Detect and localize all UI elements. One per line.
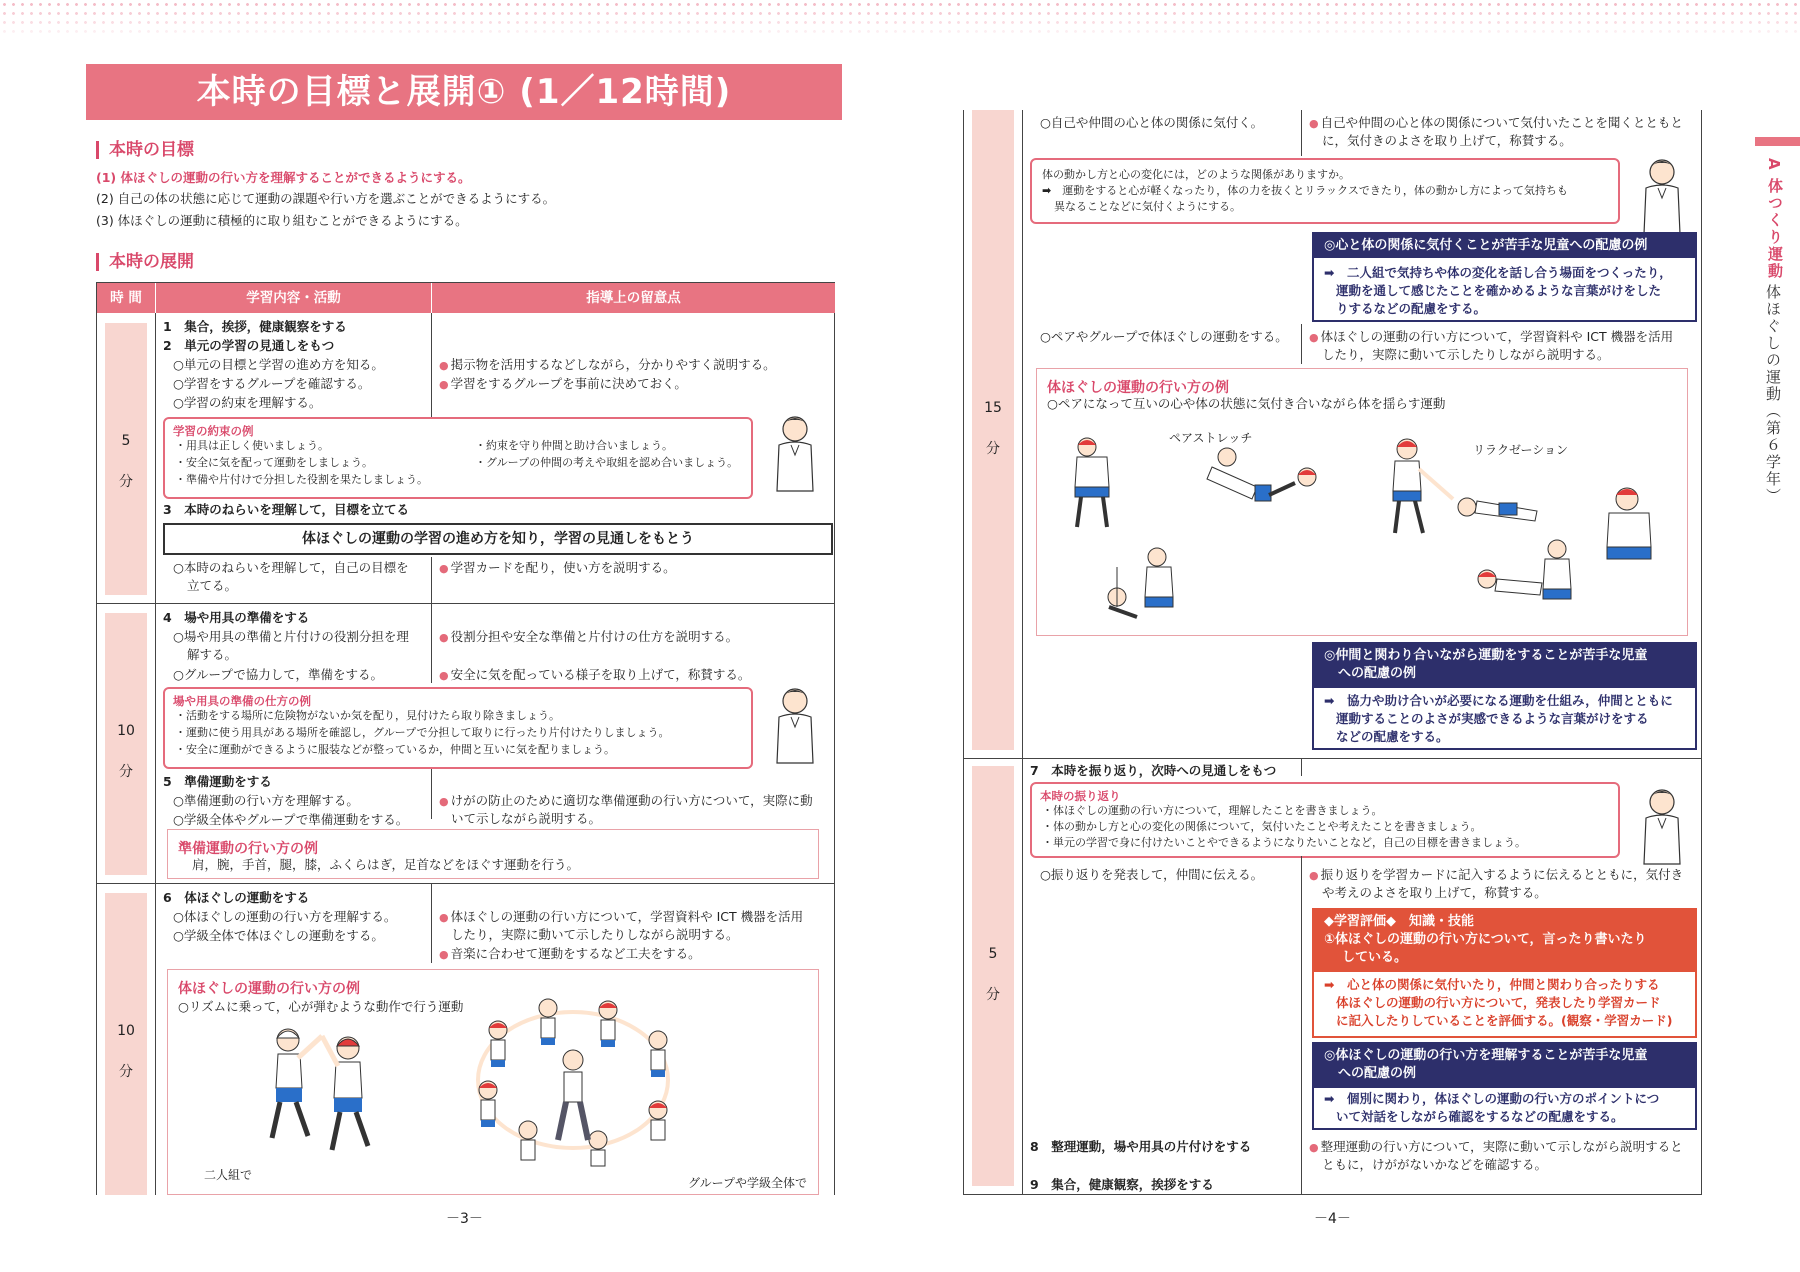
assessment-box: ◆学習評価◆ 知識・技能 ①体ほぐしの運動の行い方について，言ったり書いたり している。 ➡ 心と体の関係に気付いたり，仲間と関わり合ったりする 体ほぐしの運動の行い方について，発表したり学習カード に記入したりしていることを評価する。(観察・学習カード): [1312, 908, 1697, 1038]
pair-exercise-example-box: 体ほぐしの運動の行い方の例 ○ペアになって互いの心や体の状態に気付き合いながら体を揺らす運動 ペアストレッチ リラクゼーション: [1036, 368, 1688, 636]
time-10min-a: 10 分: [105, 613, 147, 875]
page-number-3: －3－: [446, 1211, 483, 1227]
goal-1: (1) 体ほぐしの運動の行い方を理解することができるようにする。: [96, 170, 471, 185]
warmup-example-box: 準備運動の行い方の例 肩，腕，手首，腿，膝，ふくらはぎ，足首などをほぐす運動を行う。: [167, 829, 819, 879]
time-10min-b: 10 分: [105, 893, 147, 1195]
arrow-right-icon: ➡: [1042, 184, 1052, 197]
col-header-activity: 学習内容・活動: [155, 283, 431, 313]
prep-callout: 場や用具の準備の仕方の例 ・活動をする場所に危険物がないか気を配り，見付けたら取り除きましょう。 ・運動に使う用具がある場所を確認し，グループで分担して取りに行ったり片付けたりしましょう。 ・安全に運動ができるように服装などが整っているか，仲間と互いに気を配りましょう。: [163, 687, 753, 769]
pair-stretch-illustration: [1047, 417, 1337, 627]
bullet-icon: ●: [439, 631, 449, 644]
exercise-example-box: 体ほぐしの運動の行い方の例 ○リズムに乗って，心が弾むような動作で行う運動 二人組で グループや学級全体で: [167, 969, 819, 1195]
time-5min: 5 分: [105, 323, 147, 595]
bullet-icon: ●: [439, 669, 449, 682]
bullet-icon: ●: [439, 948, 449, 961]
bullet-icon: ●: [1309, 869, 1319, 882]
bullet-icon: ●: [439, 795, 449, 808]
bullet-icon: ●: [439, 359, 449, 372]
side-tab-marker: [1755, 137, 1800, 146]
goal-3: (3) 体ほぐしの運動に積極的に取り組むことができるようにする。: [96, 213, 468, 228]
step-5: 5 準備運動をする: [163, 774, 272, 789]
side-category: 体つくり運動: [1766, 178, 1784, 280]
teacher-figure-icon: [1634, 154, 1690, 238]
step-9: 9 集合，健康観察，挨拶をする: [1030, 1177, 1214, 1192]
bullet-icon: ●: [439, 911, 449, 924]
group-circle-illustration: [458, 980, 688, 1170]
teacher-figure-icon: [767, 683, 823, 767]
side-unit-title: 体ほぐしの運動（第６学年）: [1764, 284, 1782, 505]
time-5min-b: 5 分: [972, 766, 1014, 1186]
teacher-figure-icon: [767, 411, 823, 495]
page-title: 本時の目標と展開① (1／12時間): [86, 64, 842, 120]
pair-exercise-illustration: [258, 1018, 388, 1168]
lesson-aim-box: 体ほぐしの運動の学習の進め方を知り，学習の見通しをもとう: [163, 523, 833, 555]
bullet-icon: ●: [439, 562, 449, 575]
step-2: 2 単元の学習の見通しをもつ: [163, 338, 335, 353]
relaxation-illustration: [1367, 429, 1677, 629]
bullet-icon: ●: [1309, 117, 1319, 130]
teacher-figure-icon: [1634, 784, 1690, 868]
plan-heading: 本時の展開: [96, 253, 194, 271]
care-box-understanding: ◎体ほぐしの運動の行い方を理解することが苦手な児童 への配慮の例 ➡ 個別に関わり，体ほぐしの運動の行い方のポイントにつ いて対話をしながら確認をするなどの配慮をする。: [1312, 1042, 1697, 1130]
bullet-icon: ●: [1309, 1141, 1319, 1154]
step-1: 1 集合，挨拶，健康観察をする: [163, 319, 347, 334]
goals-heading: 本時の目標: [96, 141, 194, 159]
plan-table-right: 15 分 5 分 ○自己や仲間の心と体の関係に気付く。 ● 自己や仲間の心と体の関係について気付いたことを聞くとともと に，気付きのよさを取り上げて，称賛する。 体の動かし方と心の変化には，どのような関係がありますか。 ➡ 運動をすると心が軽くなったり，体の力を抜くとリラックスできたり，体の動かし方によって気持ちも 異なることなどに気付くようにする。 ◎心と体の関係に気付くことが苦手な児童への配慮の例 ➡ 二人組で気持ちや体の変化を話し合う場面をつくったり， 運動を通して感じたことを確かめるような言葉がけをした りするなどの配慮をする。 ○ペアやグループで体ほぐしの運動をする。 ● 体ほぐしの運動の行い方について，学習資料や ICT 機器を活用 したり，実際に動いて示したりしながら説明する。 体ほぐしの運動の行い方の例 ○ペアになって互いの心や体の状態に気付き合いながら体を揺らす運動 ペアストレッチ リラクゼーション ◎仲間と関わり合いながら運動をすることが苦手な児童 への配慮の例 ➡ 協力や助け合いが必要になる運動を仕組み，仲間とともに 運動することのよさが実感できるような言葉がけをする などの配慮をする。 7 本時を振り返り，次時への見通しをもつ 本時の振り返り ・体ほぐしの運動の行い方について，理解したことを書きましょう。 ・体の動かし方と心の変化の関係について，気付いたことや考えたことを書きましょう。 ・単元の学習で身に付けたいことやできるようになりたいことなど，自己の目標を書きましょう。 ○振り返りを発表して，仲間に伝える。 ● 振り返りを学習カードに記入するように伝えるとともに，気付き や考えのよさを取り上げて，称賛する。 ◆学習評価◆ 知識・技能 ①体ほぐしの運動の行い方について，言ったり書いたり している。 ➡ 心と体の関係に気付いたり，仲間と関わり合ったりする 体ほぐしの運動の行い方について，発表したり学習カード に記入したりしていることを評価する。(観察・学習カード) ◎体ほぐしの運動の行い方を理解することが苦手な児童 への配慮の例 ➡ 個別に関わり，体ほぐしの運動の行い方のポイントにつ いて対話をしながら確認をするなどの配慮をする。 8 整理運動，場や用具の片付けをする ● 整理運動の行い方について，実際に動いて示しながら説明すると ともに，けががないかなどを確認する。 9 集合，健康観察，挨拶をする: [963, 110, 1702, 1195]
reflection-callout: 本時の振り返り ・体ほぐしの運動の行い方について，理解したことを書きましょう。 ・体の動かし方と心の変化の関係について，気付いたことや考えたことを書きましょう。 ・単元の学習で身に付けたいことやできるようになりたいことなど，自己の目標を書きましょう。: [1030, 782, 1620, 858]
step-3: 3 本時のねらいを理解して，目標を立てる: [163, 502, 409, 517]
step-4: 4 場や用具の準備をする: [163, 610, 310, 625]
bullet-icon: ●: [439, 378, 449, 391]
care-box-body-mind: ◎心と体の関係に気付くことが苦手な児童への配慮の例 ➡ 二人組で気持ちや体の変化を話し合う場面をつくったり， 運動を通して感じたことを確かめるような言葉がけをした りするなどの配慮をする。: [1312, 232, 1697, 322]
col-header-notes: 指導上の留意点: [431, 283, 835, 313]
question-callout: 体の動かし方と心の変化には，どのような関係がありますか。 ➡ 運動をすると心が軽くなったり，体の力を抜くとリラックスできたり，体の動かし方によって気持ちも 異なることなどに気付くようにする。: [1030, 158, 1620, 224]
step-6: 6 体ほぐしの運動をする: [163, 890, 310, 905]
col-header-time: 時 間: [97, 283, 155, 313]
step-7: 7 本時を振り返り，次時への見通しをもつ: [1030, 763, 1277, 778]
page-number-4: －4－: [1314, 1211, 1351, 1227]
time-15min: 15 分: [972, 110, 1014, 750]
side-category-letter: A: [1765, 158, 1783, 172]
bullet-icon: ●: [1309, 331, 1319, 344]
promise-callout: 学習の約束の例 ・用具は正しく使いましょう。 ・安全に気を配って運動をしましょう。 ・準備や片付けで分担した役割を果たしましょう。 ・約束を守り仲間と助け合いましょう。 ・グループの仲間の考えや取組を認め合いましょう。: [163, 417, 753, 499]
goal-2: (2) 自己の体の状態に応じて運動の課題や行い方を選ぶことができるようにする。: [96, 191, 556, 206]
plan-table-left: 時 間 学習内容・活動 指導上の留意点 5 分 10 分 10 分 1 集合，挨拶，健康観察をする 2 単元の学習の見通しをもつ ○単元の目標と学習の進め方を知る。 ○学習をするグループを確認する。 ○学習の約束を理解する。 ● 掲示物を活用するなどしながら，分かりやすく説明する。 ● 学習をするグループを事前に決めておく。 学習の約束の例 ・用具は正しく使いましょう。 ・安全に気を配って運動をしましょう。 ・準備や片付けで分担した役割を果たしましょう。 ・約束を守り仲間と助け合いましょう。 ・グループの仲間の考えや取組を認め合いましょう。 3 本時のねらいを理解して，目標を立てる 体ほぐしの運動の学習の進め方を知り，学習の見通しをもとう ○本時のねらいを理解して，自己の目標を 立てる。 ● 学習カードを配り，使い方を説明する。 4 場や用具の準備をする ○場や用具の準備と片付けの役割分担を理 解する。 ○グループで協力して，準備をする。 ● 役割分担や安全な準備と片付けの仕方を説明する。 ● 安全に気を配っている様子を取り上げて，称賛する。 場や用具の準備の仕方の例 ・活動をする場所に危険物がないか気を配り，見付けたら取り除きましょう。 ・運動に使う用具がある場所を確認し，グループで分担して取りに行ったり片付けたりしましょう。 ・安全に運動ができるように服装などが整っているか，仲間と互いに気を配りましょう。 5 準備運動をする ○準備運動の行い方を理解する。 ○学級全体やグループで準備運動をする。 ● けがの防止のために適切な準備運動の行い方について，実際に動 いて示しながら説明する。 準備運動の行い方の例 肩，腕，手首，腿，膝，ふくらはぎ，足首などをほぐす運動を行う。 6 体ほぐしの運動をする ○体ほぐしの運動の行い方を理解する。 ○学級全体で体ほぐしの運動をする。 ● 体ほぐしの運動の行い方について，学習資料や ICT 機器を活用 したり，実際に動いて示したりしながら説明する。 ● 音楽に合わせて運動をするなど工夫をする。 体ほぐしの運動の行い方の例 ○リズムに乗って，心が弾むような動作で行う運動 二人組で グループや学級全体で: [96, 282, 835, 1195]
care-box-peers: ◎仲間と関わり合いながら運動をすることが苦手な児童 への配慮の例 ➡ 協力や助け合いが必要になる運動を仕組み，仲間とともに 運動することのよさが実感できるような言葉がけをする などの配慮をする。: [1312, 642, 1697, 750]
step-8: 8 整理運動，場や用具の片付けをする: [1030, 1139, 1252, 1154]
